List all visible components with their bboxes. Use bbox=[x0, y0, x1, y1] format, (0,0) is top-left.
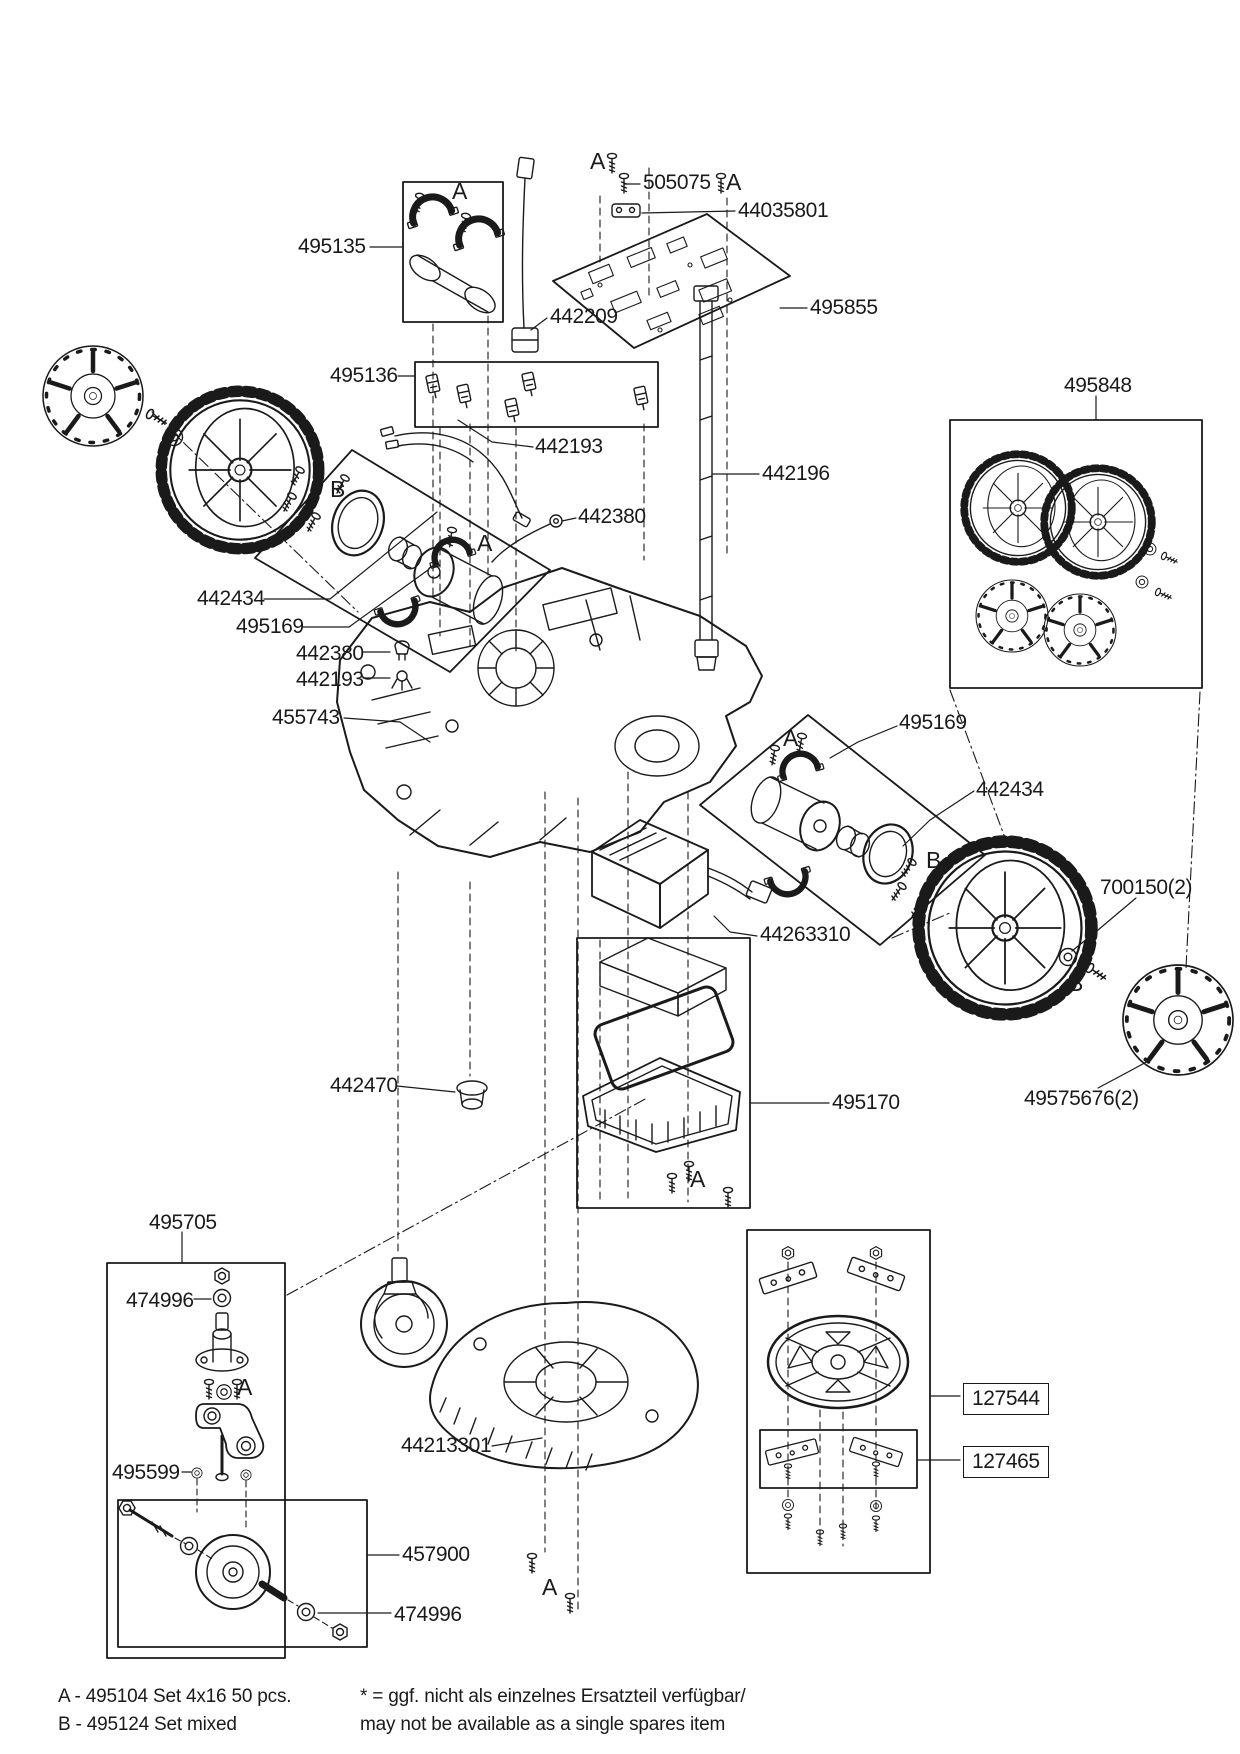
legend-note-line1: * = ggf. nicht als einzelnes Ersatzteil verfügbar/ bbox=[360, 1686, 746, 1707]
part-label-455743: 455743 bbox=[272, 706, 340, 729]
caster-wheel bbox=[361, 1258, 447, 1367]
part-label-44213301: 44213301 bbox=[401, 1434, 492, 1457]
part-label-495599: 495599 bbox=[112, 1461, 180, 1484]
filter-kit-495170 bbox=[583, 938, 740, 1207]
wheel-kit-495848 bbox=[964, 454, 1178, 666]
part-label-700150: 700150(2) bbox=[1100, 876, 1193, 899]
fastener-marker-a-casterkit: A bbox=[237, 1374, 253, 1400]
axle-bolt bbox=[117, 1498, 172, 1536]
part-label-127465: 127465 bbox=[963, 1446, 1049, 1478]
strip-442196 bbox=[694, 286, 718, 670]
box-motorkit-right bbox=[700, 715, 985, 945]
part-label-505075: 505075 bbox=[643, 171, 711, 194]
wheel-kit-457900 bbox=[117, 1498, 347, 1640]
cylinder-495135 bbox=[405, 250, 499, 318]
motor bbox=[408, 542, 508, 627]
part-label-474996-a: 474996 bbox=[126, 1289, 194, 1312]
part-label-495135: 495135 bbox=[298, 235, 366, 258]
part-label-495855: 495855 bbox=[810, 296, 878, 319]
grommet-442470 bbox=[457, 1081, 487, 1109]
motor bbox=[746, 773, 847, 856]
clip-442193 bbox=[392, 671, 412, 690]
fastener-marker-b-motorkit-right: B bbox=[926, 847, 942, 873]
fastener-marker-b-wheelbolt: B bbox=[1068, 970, 1084, 996]
part-label-442380-a: 442380 bbox=[578, 505, 646, 528]
fork-bracket bbox=[196, 1404, 263, 1458]
tray bbox=[583, 1058, 740, 1152]
part-label-495169-b: 495169 bbox=[899, 711, 967, 734]
wire-442380 bbox=[492, 515, 562, 562]
guide-lines bbox=[398, 168, 876, 1614]
gasket bbox=[592, 984, 736, 1092]
spindle bbox=[196, 1329, 248, 1371]
box-127465 bbox=[760, 1430, 917, 1488]
part-label-442209: 442209 bbox=[550, 305, 618, 328]
part-label-442434-b: 442434 bbox=[976, 778, 1044, 801]
fastener-marker-a-motorkit-right: A bbox=[783, 725, 799, 751]
blade-set-127465 bbox=[765, 1437, 903, 1480]
fastener-marker-a-top-right: A bbox=[726, 169, 742, 195]
part-label-442196: 442196 bbox=[762, 462, 830, 485]
box-495136 bbox=[415, 362, 658, 427]
blade-disc bbox=[768, 1316, 908, 1408]
part-label-49575676: 49575676(2) bbox=[1024, 1087, 1139, 1110]
legend-row-a: A - 495104 Set 4x16 50 pcs. bbox=[58, 1686, 292, 1707]
fastener-marker-a-filterbox: A bbox=[690, 1166, 706, 1192]
part-label-442193-b: 442193 bbox=[296, 668, 364, 691]
fastener-marker-a-clampkit: A bbox=[452, 178, 468, 204]
part-label-495848: 495848 bbox=[1064, 374, 1132, 397]
fastener-marker-b-motorkit-left: B bbox=[330, 476, 346, 502]
part-label-495169-a: 495169 bbox=[236, 615, 304, 638]
foam-block bbox=[600, 938, 726, 1016]
left-wheel-assembly bbox=[43, 346, 319, 549]
part-label-442470: 442470 bbox=[330, 1074, 398, 1097]
coupling bbox=[386, 535, 425, 571]
clamp-kit-495135 bbox=[402, 190, 505, 318]
caster-kit-495705 bbox=[192, 1268, 263, 1528]
fastener-marker-a-bottom: A bbox=[542, 1574, 558, 1600]
part-label-44263310: 44263310 bbox=[760, 923, 851, 946]
part-label-127544: 127544 bbox=[963, 1383, 1049, 1415]
fastener-marker-a-motorkit-left: A bbox=[477, 530, 493, 556]
legend-row-b: B - 495124 Set mixed bbox=[58, 1714, 237, 1735]
blade-kit-127544 bbox=[759, 1247, 908, 1546]
chassis-455743 bbox=[337, 568, 762, 857]
part-label-457900: 457900 bbox=[402, 1543, 470, 1566]
roller-wheel bbox=[196, 1535, 270, 1609]
motor-kit-right bbox=[746, 733, 928, 919]
battery-44263310 bbox=[592, 820, 772, 928]
part-label-495136: 495136 bbox=[330, 364, 398, 387]
sensor-kit-495136 bbox=[426, 372, 650, 423]
part-label-44035801: 44035801 bbox=[738, 199, 829, 222]
part-label-495705: 495705 bbox=[149, 1211, 217, 1234]
cable-442209 bbox=[512, 157, 538, 352]
part-label-442193-a: 442193 bbox=[535, 435, 603, 458]
bracket-44035801 bbox=[612, 204, 640, 217]
part-label-442434-a: 442434 bbox=[197, 587, 265, 610]
part-label-495170: 495170 bbox=[832, 1091, 900, 1114]
legend-note-line2: may not be available as a single spares item bbox=[360, 1714, 726, 1735]
part-label-442380-b: 442380 bbox=[296, 642, 364, 665]
fastener-marker-a-top-left: A bbox=[590, 148, 606, 174]
part-label-474996-b: 474996 bbox=[394, 1603, 462, 1626]
